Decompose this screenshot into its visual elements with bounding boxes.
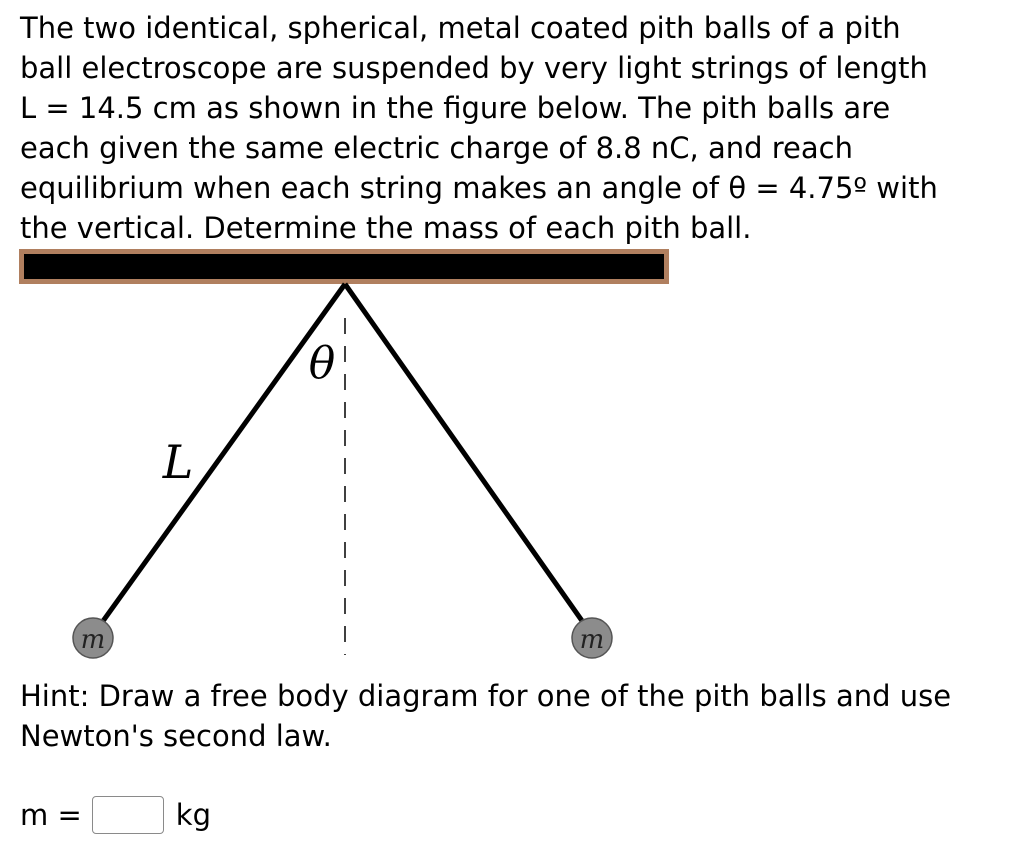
problem-line: L = 14.5 cm as shown in the figure below. The pith balls are	[20, 91, 891, 125]
hint-text	[20, 676, 951, 756]
left-mass-label: m	[80, 625, 106, 655]
mass-answer-input[interactable]	[92, 796, 164, 834]
right-mass-label: m	[579, 625, 605, 655]
problem-line: the vertical. Determine the mass of each pith ball.	[20, 211, 752, 245]
problem-line: ball electroscope are suspended by very light strings of length	[20, 51, 928, 85]
angle-label: θ	[308, 338, 336, 389]
hint-line: Hint: Draw a free body diagram for one of the pith balls and use	[20, 679, 952, 713]
left-string	[93, 284, 345, 635]
problem-line: equilibrium when each string makes an angle of θ = 4.75º with	[20, 171, 938, 205]
support-bar	[22, 252, 667, 282]
hint-line: Newton's second law.	[20, 719, 332, 753]
problem-line: each given the same electric charge of 8.8 nC, and reach	[20, 131, 853, 165]
length-label: L	[162, 435, 194, 489]
answer-label: m =	[20, 798, 82, 832]
right-string	[345, 284, 592, 635]
answer-row	[20, 795, 211, 835]
answer-unit: kg	[175, 798, 211, 832]
problem-line: The two identical, spherical, metal coated pith balls of a pith	[20, 11, 901, 45]
